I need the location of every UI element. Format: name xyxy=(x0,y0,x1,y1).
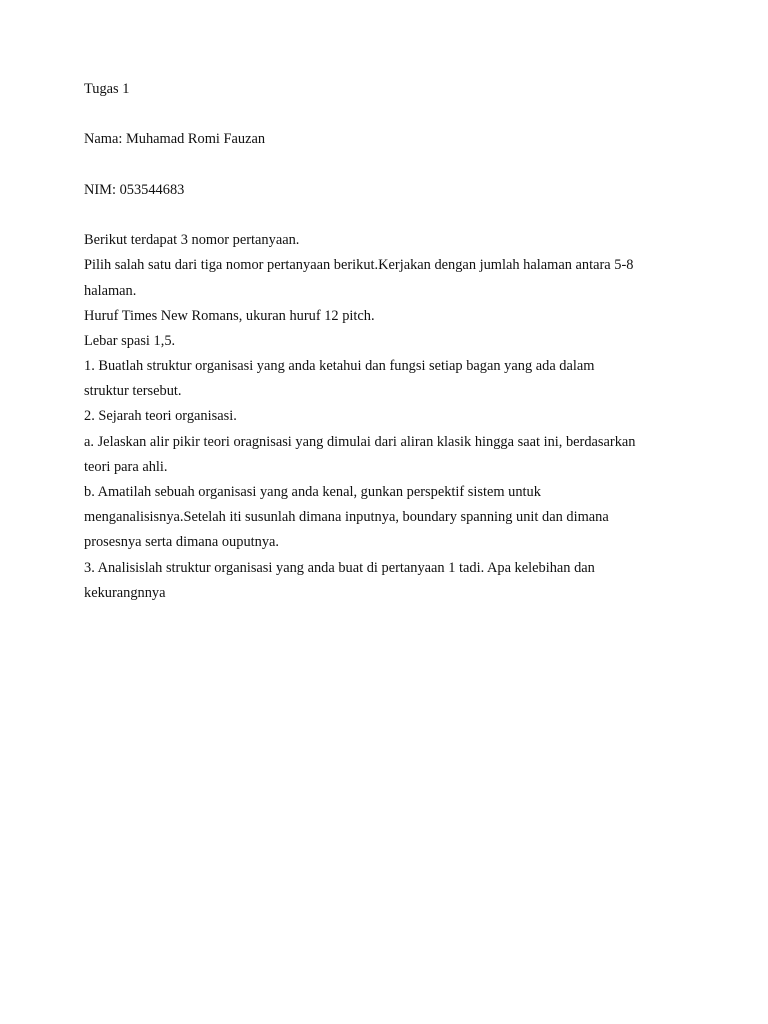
question-line: kekurangnnya xyxy=(84,584,166,601)
question-line: teori para ahli. xyxy=(84,458,168,475)
question-line: menganalisisnya.Setelah iti susunlah dimana inputnya, boundary spanning unit dan dimana xyxy=(84,509,609,526)
instruction-line: halaman. xyxy=(84,282,137,299)
question-line: struktur tersebut. xyxy=(84,383,182,400)
assignment-title: Tugas 1 xyxy=(84,81,130,97)
question-line: b. Amatilah sebuah organisasi yang anda kenal, gunkan perspektif sistem untuk xyxy=(84,484,541,500)
instruction-line: Huruf Times New Romans, ukuran huruf 12 pitch. xyxy=(84,307,375,324)
question-line: 1. Buatlah struktur organisasi yang anda ketahui dan fungsi setiap bagan yang ada dalam xyxy=(84,358,595,375)
question-line: 3. Analisislah struktur organisasi yang anda buat di pertanyaan 1 tadi. Apa kelebihan dan xyxy=(84,559,595,576)
instruction-line: Berikut terdapat 3 nomor pertanyaan. xyxy=(84,232,300,249)
document-body xyxy=(84,77,694,606)
instruction-line: Lebar spasi 1,5. xyxy=(84,332,176,349)
instruction-line: Pilih salah satu dari tiga nomor pertanyaan berikut.Kerjakan dengan jumlah halaman antara 5-8 xyxy=(84,257,634,274)
question-line: a. Jelaskan alir pikir teori oragnisasi yang dimulai dari aliran klasik hingga saat ini, berdasarkan xyxy=(84,433,636,450)
question-line: 2. Sejarah teori organisasi. xyxy=(84,408,237,425)
question-line: prosesnya serta dimana ouputnya. xyxy=(84,534,280,551)
student-nim: NIM: 053544683 xyxy=(84,181,185,198)
student-name: Nama: Muhamad Romi Fauzan xyxy=(84,131,266,148)
